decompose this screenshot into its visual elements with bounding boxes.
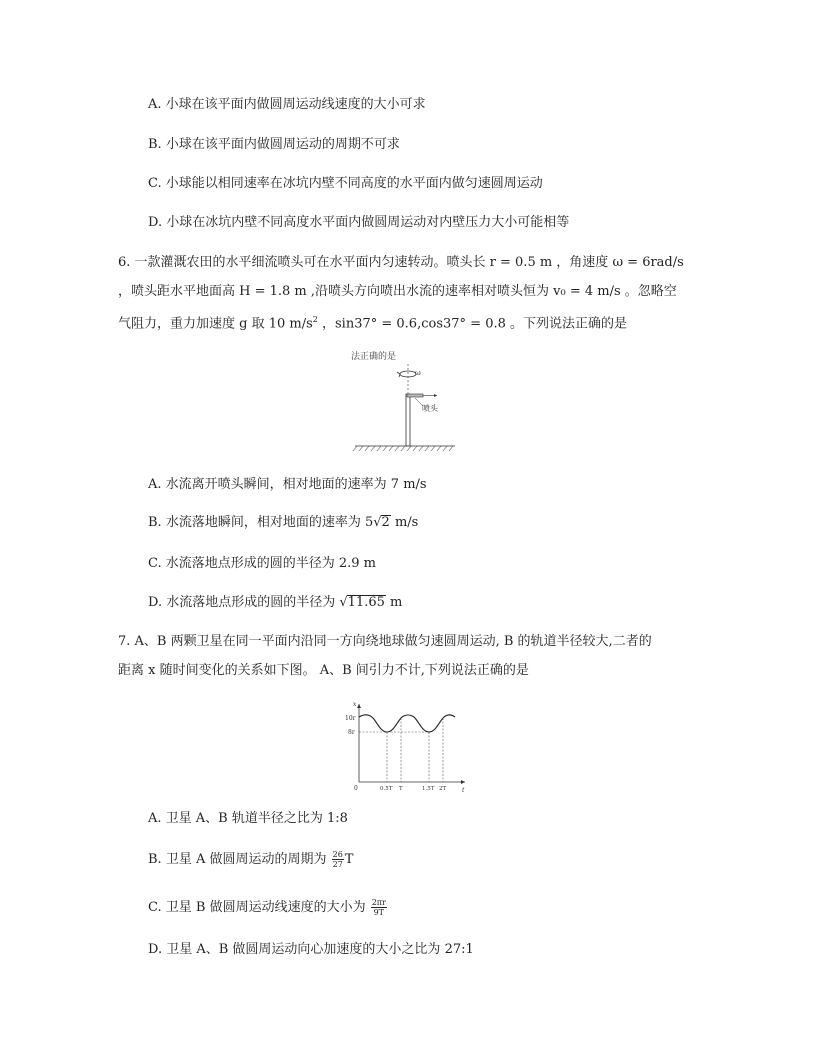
q6-option-a: A. 水流离开喷头瞬间，相对地面的速率为 7 m/s <box>148 477 427 492</box>
distance-curve <box>359 715 455 732</box>
sprinkler-figure <box>335 348 465 456</box>
x-label-T: T <box>399 786 403 792</box>
y-label-8r: 8r <box>348 729 355 736</box>
q7-option-a: A. 卫星 A、B 轨道半径之比为 1:8 <box>148 811 348 826</box>
figure-nozzle-label: 喷头 <box>422 404 438 413</box>
q7-option-c: C. 卫星 B 做圆周运动线速度的大小为 $\frac{2\pi r}{9T}$ <box>148 898 386 917</box>
q6-option-c: C. 水流落地点形成的圆的半径为 2.9 m <box>148 556 377 571</box>
sprinkler-nozzle <box>407 394 423 397</box>
ground-hatching <box>353 446 453 451</box>
figure-caption: 法正确的是 <box>351 352 397 362</box>
distance-time-graph <box>345 700 470 795</box>
figure-omega: ω <box>415 369 421 377</box>
x-label-0.5T: 0.5T <box>380 786 393 792</box>
svg-text:t: t <box>462 787 465 794</box>
q6-option-b: B. 水流落地瞬间，相对地面的速率为 5√2 m/s <box>148 515 419 530</box>
q6-stem-line3: 气阻力，重力加速度 g 取 10 $m/s^2$ ，sin37° = 0.6,cos37° = 0.8 。下列说法正确的是 <box>118 315 627 332</box>
q6-stem-line1: 6. 一款灌溉农田的水平细流喷头可在水平面内匀速转动。喷头长 r = 0.5 m ，角速度 ω = 6rad/s <box>118 255 684 270</box>
q5-option-c: C. 小球能以相同速率在冰坑内壁不同高度的水平面内做匀速圆周运动 <box>148 176 543 191</box>
q6-stem-line2: ，喷头距水平地面高 H = 1.8 m ,沿喷头方向喷出水流的速率相对喷头恒为 v₀ = 4 m/s 。忽略空 <box>118 284 677 299</box>
x-label-1.5T: 1.5T <box>422 786 435 792</box>
q7-option-d: D. 卫星 A、B 做圆周运动向心加速度的大小之比为 27:1 <box>148 942 474 957</box>
q5-option-a: A. 小球在该平面内做圆周运动线速度的大小可求 <box>148 97 426 112</box>
q5-option-d: D. 小球在冰坑内壁不同高度水平面内做圆周运动对内壁压力大小可能相等 <box>148 215 570 230</box>
q7-option-b: B. 卫星 A 做圆周运动的周期为 $\frac{26}{27}$ T <box>148 850 354 869</box>
sprinkler-pole <box>406 394 410 446</box>
svg-text:0: 0 <box>354 785 358 792</box>
y-label-10r: 10r <box>345 715 356 722</box>
q7-stem-line1: 7. A、B 两颗卫星在同一平面内沿同一方向绕地球做匀速圆周运动, B 的轨道半径较大,二者的 <box>118 634 652 649</box>
q7-stem-line2: 距离 x 随时间变化的关系如下图。 A、B 间引力不计,下列说法正确的是 <box>118 663 529 678</box>
q6-option-d: D. 水流落地点形成的圆的半径为 √11.65 m <box>148 595 403 610</box>
q5-option-b: B. 小球在该平面内做圆周运动的周期不可求 <box>148 137 400 152</box>
svg-text:x: x <box>353 701 357 708</box>
x-label-2T: 2T <box>439 786 447 792</box>
